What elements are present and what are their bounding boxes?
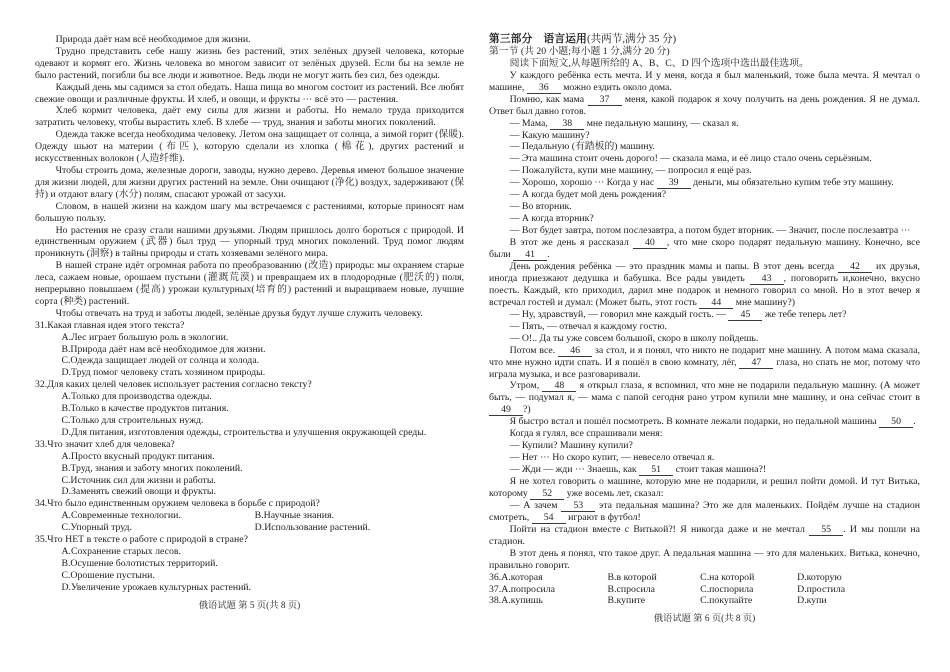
question-stem: 31.Какая главная идея этого текста? (35, 319, 185, 331)
paragraph: Одежда также всегда необходима человеку. Летом она защищает от солнца, а зимой горит (保暖). Одежду шьют на материи (布匹), которую сделали из хлопка (棉花), других растений и искусственных волокон (人造纤维). (35, 129, 464, 165)
blank-43: 43 (750, 274, 784, 285)
blank-55: 55 (809, 525, 843, 536)
dialog-line: — Эта машина стоит очень дорого! — сказала мама, и её лицо стало очень серьёзным. (509, 153, 872, 165)
option: C.на которой (700, 571, 755, 583)
paragraph: Каждый день мы садимся за стол обедать. Наша пища во многом состоит из растений. Все любят свежие овощи и различные фрукты. И хлеб, и овощи, и фрукты ··· всё это — растения. (35, 81, 464, 105)
option: D.Увеличение урожаев культурных растений. (61, 581, 252, 593)
option: B.Природа даёт нам всё необходимое для жизни. (61, 343, 266, 355)
blank-37: 37 (588, 95, 622, 106)
option: A.Лес играет большую роль в экологии. (61, 331, 229, 343)
option: D.Труд помог человеку стать хозяином природы. (61, 367, 266, 379)
paragraph: Но растения не сразу стали нашими друзьями. Людям пришлось долго бороться с природой. И единственным оружием (武器) был труд — упорный труд многих поколений. Труд помог людям проникнуть (洞察) в тайны природы и стать хозяевами зелёного мира. (35, 224, 464, 260)
options-row (35, 522, 464, 534)
page-5-content (35, 34, 464, 594)
question-stem: 34.Что было единственным оружием человека в борьбе с природой? (35, 498, 320, 510)
paragraph: Когда я гулял, все спрашивали меня: (509, 428, 663, 440)
options-row (35, 510, 464, 522)
option: C.Одежда защищает людей от солнца и холода. (61, 355, 260, 367)
dialog-line: — Нет ··· Но скоро купит, — невесело отвечал я. (509, 452, 715, 464)
option: C.поспорила (700, 583, 754, 595)
paragraph: Хлеб кормит человека, даёт ему силы для жизни и работы. Но немало труда приходится затратить человеку, чтобы вырастить хлеб. В хлебе — труд, знания и заботы многих поколений. (35, 105, 464, 129)
paragraph: В этот день я понял, что такое друг. А педальная машина — это для маленьких. Витька, конечно, правильно говорит. (489, 547, 920, 571)
paragraph: День рождения ребёнка — это праздник мамы и папы. В этот день всегда 42 их друзья, иногда приезжают дедушка и бабушка. Все рады увидеть 43 , поговорить и,конечно, вкусно поесть. Каждый, кто приходил, дарил мне подарок и немного говорил со мной. Но в этот вечер я встречал гостей и думал: (Может быть, этот гость 44 мне машину?) (489, 260, 920, 308)
option: B.купите (607, 595, 646, 607)
paragraph: Трудно представить себе нашу жизнь без растений, этих зелёных друзей человека, которые одевают и кормят его. Жизнь человека во многом зависит от зелёных друзей. Если бы на земле не было растений, погибли бы все люди и животное. Ведь люди не могут жить без сил, без одежды. (35, 45, 464, 81)
paragraph: В этот же день я рассказал 40 , что мне скоро подарят педальную машину. Конечно, все были 41 . (489, 236, 920, 260)
blank-42: 42 (838, 262, 872, 273)
paragraph: Потом все. 46 за стол, и я понял, что никто не подарит мне машину. А потом мама сказала, что мне нужно идти спать. И я пошёл в свою комнату, лёг, 47 глаза, но спать не мог, потому что играла музыка, и все разговаривали. (489, 344, 920, 380)
paragraph: Помню, как мама 37 меня, какой подарок я хочу получить на день рождения. Я не думал. Ответ был давно готов. (489, 93, 921, 117)
options-row (489, 595, 920, 607)
option: C.Источник сил для жизни и работы. (61, 474, 216, 486)
dialog-line: — А зачем 53 эта педальная машина? Это же для маленьких. Пойдём лучше на стадион смотреть, 54 играют в футбол! (489, 499, 920, 523)
dialog-line: — Купили? Машину купили? (509, 440, 633, 452)
option: D.которую (797, 571, 842, 583)
page-5-footer: 俄语试题 第 5 页(共 8 页) (198, 600, 301, 611)
blank-39: 39 (657, 178, 691, 189)
option: D.купи (797, 595, 827, 607)
option: B.Только в качестве продуктов питания. (61, 403, 229, 415)
paragraph: Чтобы отвечать на труд и заботы людей, зелёные друзья будут лучше служить человеку. (55, 307, 423, 319)
options-row (489, 584, 920, 596)
option: A.Только для производства одежды. (61, 391, 212, 403)
dialog-line: — Хорошо, хорошо ··· Когда у нас 39 деньги, мы обязательно купим тебе эту машину. (509, 177, 894, 189)
page-5 (35, 34, 464, 613)
option: 38.A.купишь (489, 595, 543, 607)
blank-46: 46 (558, 346, 592, 357)
option: B.Труд, знания и заботу многих поколений. (61, 462, 243, 474)
blank-47: 47 (739, 358, 773, 369)
blank-51: 51 (639, 465, 673, 476)
paragraph: Утром, 48 я открыл глаза, я вспомнил, что мне не подарили педальную машину. (А может быть, — подумал я, — мама с папой сегодня рано утром купили мне машину, и она сейчас стоит в 49 ?) (489, 380, 920, 416)
option: C.Упорный труд. (61, 522, 132, 534)
option: B.в которой (607, 571, 657, 583)
blank-38: 38 (550, 119, 584, 130)
option: A.Сохранение старых лесов. (61, 545, 181, 557)
dialog-line: — О!.. Да ты уже совсем большой, скоро в школу пойдешь. (509, 332, 759, 344)
dialog-line: — Вот будет завтра, потом послезавтра, а потом будет вторник. — Значит, после послезавтра ··· (509, 224, 911, 236)
option: D.простила (797, 583, 846, 595)
option: B.Научные знания. (254, 510, 334, 522)
paragraph: 阅读下面短文,从每题所给的 A、B、C、D 四个选项中选出最佳选项。 (509, 57, 809, 69)
paragraph: У каждого ребёнка есть мечта. И у меня, когда я был маленький, тоже была мечта. Я мечтал о машине, 36 можно ездить около дома. (489, 69, 920, 93)
question-stem: 32.Для каких целей человек использует растения согласно тексту? (35, 379, 312, 391)
option: A.Просто вкусный продукт питания. (61, 450, 215, 462)
page-6 (489, 34, 920, 626)
paragraph: Словом, в нашей жизни на каждом шагу мы встречаемся с растениями, которые приносят нам большую пользу. (35, 200, 464, 224)
blank-54: 54 (532, 513, 566, 524)
option: 36.A.которая (489, 571, 543, 583)
question-stem: 第一节 (共 20 小题;每小题 1 分,满分 20 分) (489, 45, 670, 57)
paragraph: В нашей стране идёт огромная работа по преобразованию (改造) природы: мы охраняем старые леса, сажаем новые, орошаем пустыни (灌溉荒漠) и превращаем их в плодородные (肥沃的) поля, непрерывно повышаем (提高) урожаи культурных(培育的) растений и выращиваем новые, лучшие сорта (种类) растений. (35, 260, 464, 307)
options-row (489, 572, 920, 584)
blank-41: 41 (513, 250, 547, 261)
option: C.Только для строительных нужд. (61, 415, 204, 426)
section-header: 第三部分 语言运用(共两节,满分 35 分) (489, 34, 677, 45)
question-stem: 35.Что НЕТ в тексте о работе с природой в стране? (35, 534, 248, 546)
dialog-line: — Мама, 38 мне педальную машину, — сказал я. (509, 117, 739, 129)
page-6-content (489, 34, 920, 607)
option: B.спросила (607, 583, 655, 595)
blank-53: 53 (561, 501, 595, 512)
blank-45: 45 (728, 310, 762, 321)
paragraph: Я не хотел говорить о машине, которую мне не подарили, и решил пойти домой. И тут Витька, которому 52 уже восемь лет, сказал: (489, 476, 920, 499)
dialog-line: — Пять, — отвечал я каждому гостю. (509, 320, 667, 332)
option: D.Использование растений. (254, 522, 371, 534)
dialog-line: — Пожалуйста, купи мне машину, — попросил я ещё раз. (509, 165, 752, 177)
section-title: 第三部分 语言运用 (489, 34, 588, 45)
dialog-line: — Ну, здравствуй, — говорил мне каждый гость. — 45 же тебе теперь лет? (509, 308, 847, 320)
option: 37.A.попросила (489, 583, 556, 595)
blank-40: 40 (633, 238, 667, 249)
dialog-line: — Жди — жди ··· Знаешь, как 51 стоит такая машина?! (509, 464, 767, 476)
blank-48: 48 (542, 381, 576, 392)
option: C.Орошение пустыни. (61, 569, 155, 581)
blank-44: 44 (699, 298, 733, 309)
blank-50: 50 (879, 417, 913, 428)
option: A.Современные технологии. (61, 510, 181, 522)
paragraph: Природа даёт нам всё необходимое для жизни. (55, 34, 251, 45)
dialog-line: — А когда вторник? (509, 212, 594, 224)
paragraph: Чтобы строить дома, железные дороги, заводы, нужно дерево. Деревья имеют большое значение для жизни людей, для жизни других растений на земле. Они очищают (净化) воздух, задерживают (保持) и отдают влагу (水分) полям, спасают урожай от засухи. (35, 164, 464, 200)
option: B.Осушение болотистых территорий. (61, 557, 218, 569)
blank-36: 36 (527, 83, 561, 94)
paragraph: Пойти на стадион вместе с Витькой?! Я никогда даже и не мечтал 55 . И мы пошли на стадион. (489, 523, 920, 547)
dialog-line: — Во вторник. (509, 201, 572, 213)
blank-49: 49 (489, 405, 523, 416)
option: C.покупайте (700, 595, 753, 607)
blank-52: 52 (530, 489, 564, 500)
page-6-footer: 俄语试题 第 6 页(共 8 页) (653, 614, 756, 625)
paragraph: Я быстро встал и пошёл посмотреть. В комнате лежали подарки, но педальной машины 50 . (509, 416, 916, 428)
option: D.Для питания, изготовления одежды, строительства и улучшения окружающей среды. (61, 426, 427, 438)
option: D.Заменять свежий овощи и фрукты. (61, 486, 216, 498)
dialog-line: — Какую машину? (509, 129, 590, 141)
dialog-line: — Педальную (有踏板的) машину. (509, 141, 655, 153)
question-stem: 33.Что значит хлеб для человека? (35, 438, 175, 450)
dialog-line: — А когда будет мой день рождения? (509, 189, 667, 201)
